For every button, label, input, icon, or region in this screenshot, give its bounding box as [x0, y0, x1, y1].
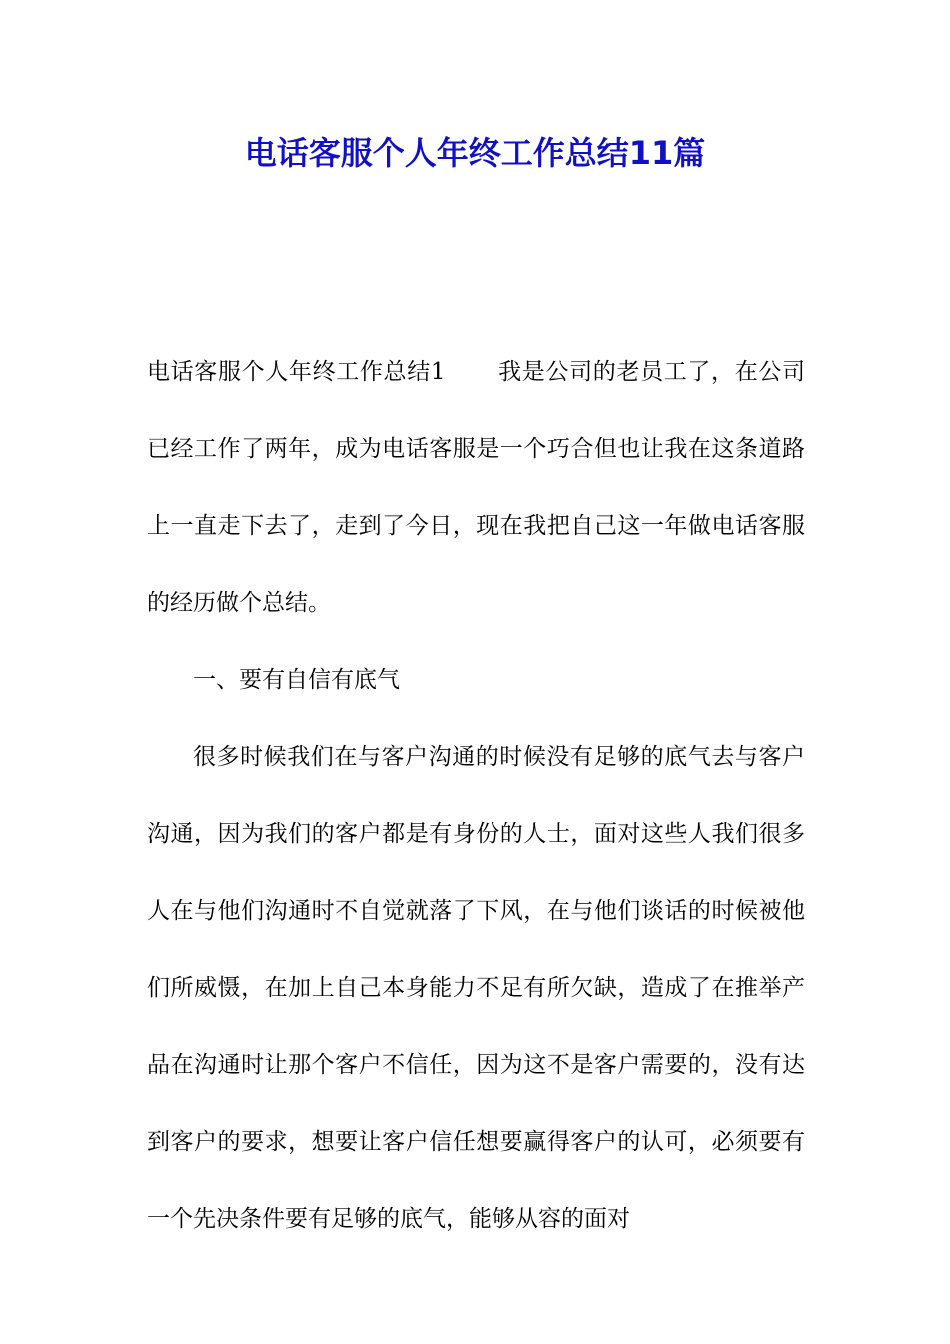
section-heading: 电话客服个人年终工作总结1: [147, 359, 446, 385]
paragraph-confidence: 很多时候我们在与客户沟通的时候没有足够的底气去与客户沟通，因为我们的客户都是有身份的人士，面对这些人我们很多人在与他们沟通时不自觉就落了下风，在与他们谈话的时候被他们所威慑，在加上自己本身能力不足有所欠缺，造成了在推举产品在沟通时让那个客户不信任，因为这不是客户需要的，没有达到客户的要求，想要让客户信任想要赢得客户的认可，必须要有一个先决条件要有足够的底气，能够从容的面对: [147, 744, 805, 1232]
subheading-confidence: 一、要有自信有底气: [193, 667, 400, 693]
document-body: [147, 334, 805, 1258]
paragraph-intro: [147, 334, 805, 642]
document-title: 电话客服个人年终工作总结11篇: [244, 134, 706, 172]
paragraph-text: 我是公司的老员工了，在公司已经工作了两年，成为电话客服是一个巧合但也让我在这条道路上一直走下去了，走到了今日，现在我把自己这一年做电话客服的经历做个总结。: [147, 359, 806, 616]
